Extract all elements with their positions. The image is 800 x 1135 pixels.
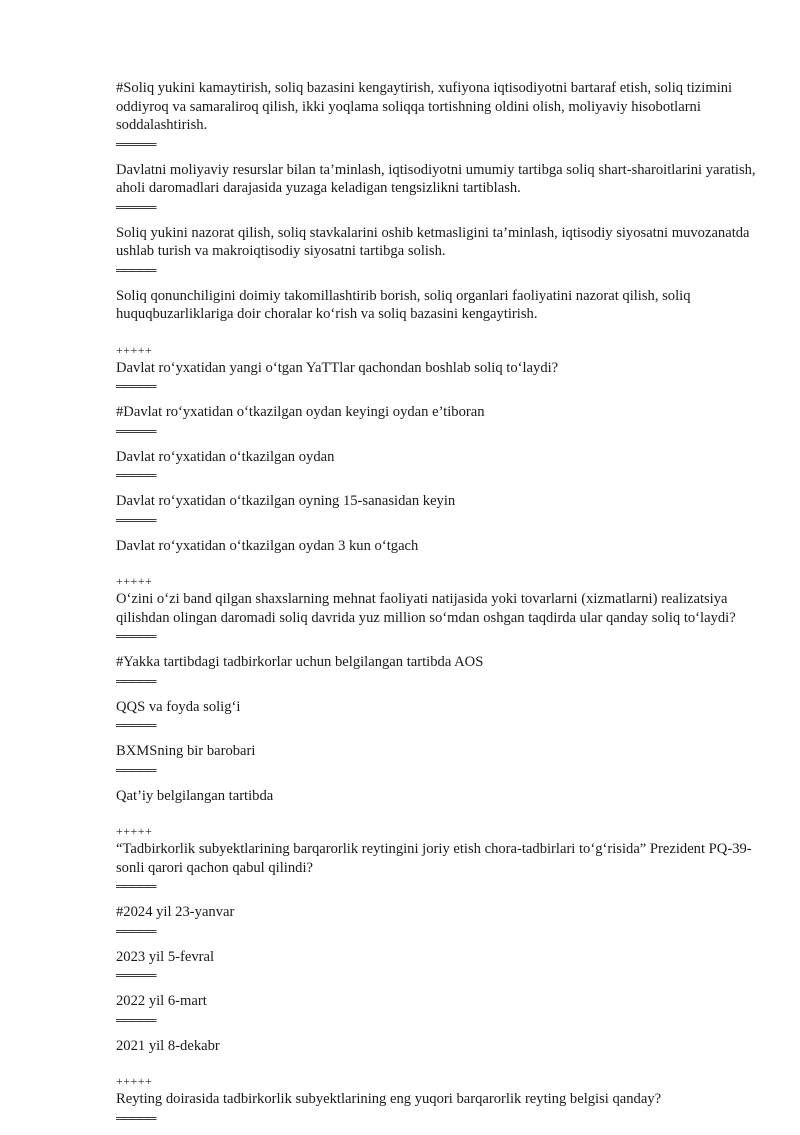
answer-option: Soliq qonunchiligini doimiy takomillashtirib borish, soliq organlari faoliyatini nazorat qilish, soliq huquqbuzarliklariga doir choralar ko‘rish va soliq bazasini kengaytirish.	[116, 287, 691, 322]
separator: ═════	[116, 969, 157, 981]
answer-option: #Davlat ro‘yxatidan o‘tkazilgan oydan keyingi oydan e’tiboran	[116, 404, 485, 420]
question-marker: +++++	[116, 574, 153, 588]
answer-option: Davlatni moliyaviy resurslar bilan ta’minlash, iqtisodiyotni umumiy tartibga soliq shart-sharoitlarini yaratish, aholi daromadlari darajasida yuzaga keladigan tengsizlikni tartiblash.	[116, 161, 756, 196]
separator: ═════	[116, 513, 157, 526]
question-text: O‘zini o‘zi band qilgan shaxslarning mehnat faoliyati natijasida yoki tovarlarni (xizmatlarni) realizatsiya qilishdan olingan daromadi soliq davrida yuz million so‘mdan oshgan taqdirda ular qanday soliq to‘laydi?	[116, 591, 736, 626]
answer-option: 2021 yil 8-dekabr	[116, 1037, 220, 1054]
separator: ═════	[116, 630, 157, 642]
answer-option: BXMSning bir barobari	[116, 743, 256, 759]
question-text: Reyting doirasida tadbirkorlik subyektlarining eng yuqori barqarorlik reyting belgisi qanday?	[116, 1091, 662, 1107]
separator: ═════	[116, 200, 157, 213]
separator: ═════	[116, 924, 157, 937]
separator: ═════	[116, 424, 157, 437]
question-text: Davlat ro‘yxatidan yangi o‘tgan YaTTlar qachondan boshlab soliq to‘laydi?	[116, 359, 559, 376]
answer-option: #2024 yil 23-yanvar	[116, 904, 235, 920]
separator: ═════	[116, 763, 157, 776]
question-marker: +++++	[116, 1074, 153, 1088]
answer-option: 2023 yil 5-fevral	[116, 948, 215, 965]
separator: ═════	[116, 137, 157, 150]
question-text: “Tadbirkorlik subyektlarining barqarorlik reytingini joriy etish chora-tadbirlari to‘g‘risida” Prezident PQ-39-sonli qarori qachon qabul qilindi?	[116, 841, 752, 876]
separator: ═════	[116, 719, 157, 731]
separator: ═════	[116, 469, 157, 481]
answer-option: 2022 yil 6-mart	[116, 993, 207, 1009]
answer-option: Qat’iy belgilangan tartibda	[116, 787, 274, 804]
separator: ═════	[116, 1013, 157, 1026]
answer-option: #Soliq yukini kamaytirish, soliq bazasini kengaytirish, xufiyona iqtisodiyotni bartaraf etish, soliq tizimini oddiyroq va samaraliroq qilish, ikki yoqlama soliqqa tortishning oldini olish, moliyaviy hisobotlarni soddalashtirish.	[116, 80, 733, 133]
question-marker: +++++	[116, 824, 153, 838]
separator: ═════	[116, 674, 157, 687]
answer-option: Davlat ro‘yxatidan o‘tkazilgan oyning 15-sanasidan keyin	[116, 493, 456, 509]
separator: ═════	[116, 1111, 157, 1124]
answer-option: Soliq yukini nazorat qilish, soliq stavkalarini oshib ketmasligini ta’minlash, iqtisodiy siyosatni muvozanatda ushlab turish va makroiqtisodiy siyosatni tartibga solish.	[116, 224, 750, 259]
document-body	[116, 79, 756, 1135]
separator: ═════	[116, 380, 157, 392]
answer-option: Davlat ro‘yxatidan o‘tkazilgan oydan 3 kun o‘tgach	[116, 537, 419, 554]
question-marker: +++++	[116, 342, 153, 357]
answer-option: QQS va foyda solig‘i	[116, 698, 241, 715]
answer-option: #Yakka tartibdagi tadbirkorlar uchun belgilangan tartibda AOS	[116, 654, 484, 670]
separator: ═════	[116, 263, 157, 276]
separator: ═════	[116, 880, 157, 892]
answer-option: Davlat ro‘yxatidan o‘tkazilgan oydan	[116, 448, 335, 465]
